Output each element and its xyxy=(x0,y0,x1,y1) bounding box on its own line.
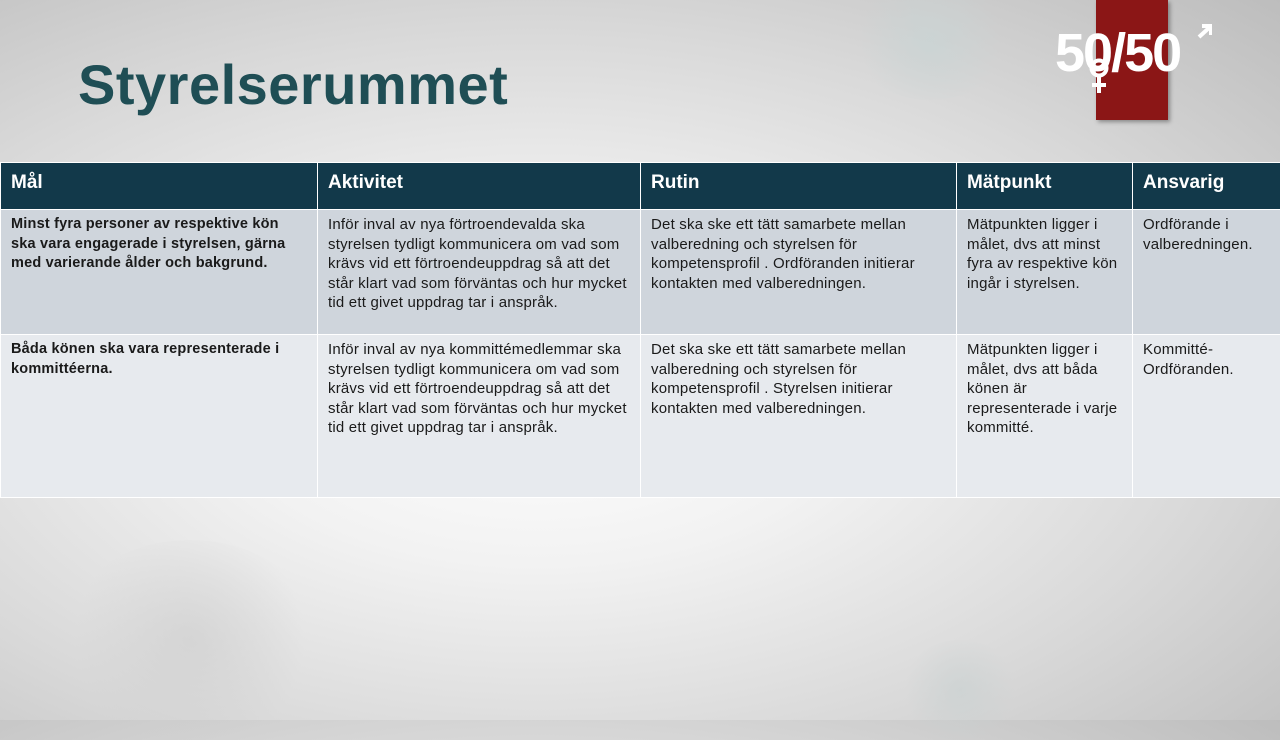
cell-rutin: Det ska ske ett tätt samarbete mellan valberedning och styrelsen för kompetensprofil . Styrelsen initierar kontakten med valberedningen. xyxy=(641,335,957,498)
female-symbol-icon xyxy=(1088,58,1110,94)
cell-mal: Båda könen ska vara representerade i kommittéerna. xyxy=(1,335,318,498)
cell-rutin: Det ska ske ett tätt samarbete mellan valberedning och styrelsen för kompetensprofil . Ordföranden initierar kontakten med valberedningen. xyxy=(641,210,957,335)
cell-aktivitet: Inför inval av nya kommittémedlemmar ska styrelsen tydligt kommunicera om vad som krävs vid ett förtroendeuppdrag så att det står klart vad som förväntas och hur mycket tid ett givet uppdrag tar i anspråk. xyxy=(318,335,641,498)
table-header-row xyxy=(1,163,1280,210)
cell-matpunkt: Mätpunkten ligger i målet, dvs att båda könen är representerade i varje kommitté. xyxy=(957,335,1133,498)
male-symbol-icon xyxy=(1190,24,1212,48)
slide-title: Styrelserummet xyxy=(78,52,508,117)
cell-ansvarig: Ordförande i valberedningen. xyxy=(1133,210,1280,335)
background-highlight xyxy=(850,0,1010,100)
cell-mal: Minst fyra personer av respektive kön ska vara engagerade i styrelsen, gärna med varierande ålder och bakgrund. xyxy=(1,210,318,335)
table-row xyxy=(1,335,1280,498)
cell-aktivitet: Inför inval av nya förtroendevalda ska styrelsen tydligt kommunicera om vad som krävs vid ett förtroendeuppdrag så att det står klart vad som förväntas och hur mycket tid ett givet uppdrag tar i anspråk. xyxy=(318,210,641,335)
column-header-ansvarig: Ansvarig xyxy=(1133,163,1280,210)
column-header-mal: Mål xyxy=(1,163,318,210)
table-row xyxy=(1,210,1280,335)
column-header-rutin: Rutin xyxy=(641,163,957,210)
column-header-aktivitet: Aktivitet xyxy=(318,163,641,210)
logo-text: 50/50 xyxy=(1055,22,1180,84)
goals-table xyxy=(0,162,1280,498)
cell-matpunkt: Mätpunkten ligger i målet, dvs att minst fyra av respektive kön ingår i styrelsen. xyxy=(957,210,1133,335)
background-highlight xyxy=(60,540,320,740)
background-highlight xyxy=(900,640,1020,740)
cell-ansvarig: Kommitté-Ordföranden. xyxy=(1133,335,1280,498)
column-header-matpunkt: Mätpunkt xyxy=(957,163,1133,210)
